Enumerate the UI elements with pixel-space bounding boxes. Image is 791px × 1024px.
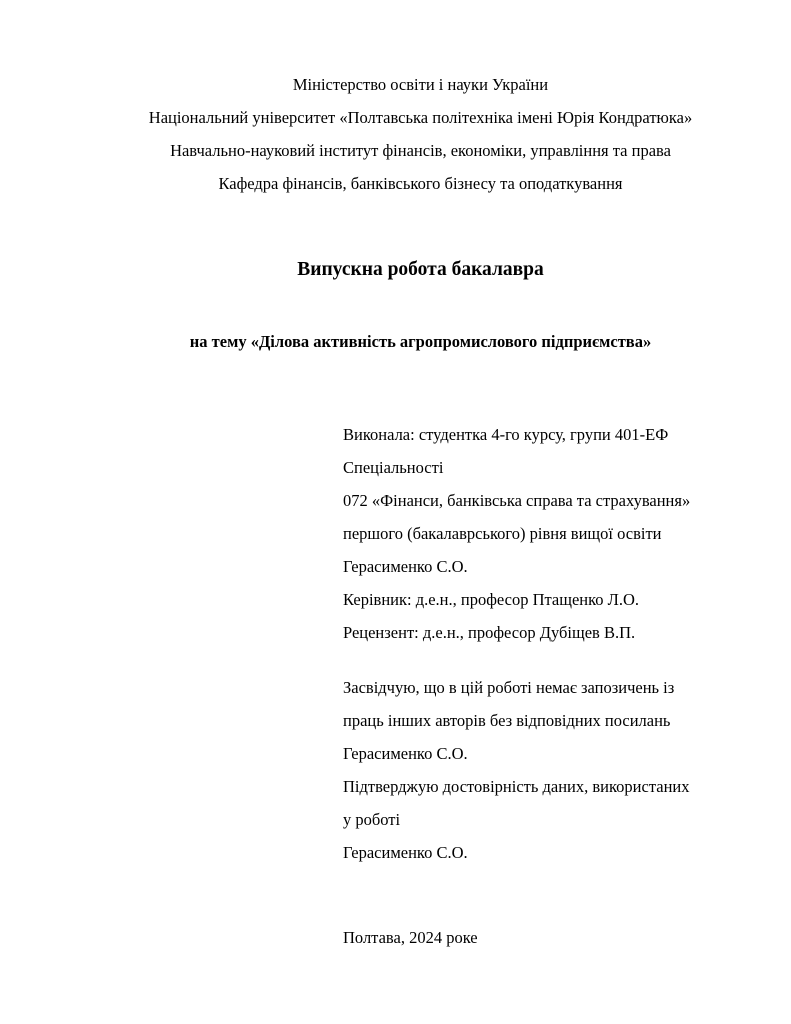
city-year-line: Полтава, 2024 роке — [343, 928, 478, 947]
declaration-signature-1: Герасименко С.О. — [343, 744, 468, 763]
document-subtitle: на тему «Ділова активність агропромислового підприємства» — [189, 332, 652, 351]
declaration-line-2: праць інших авторів без відповідних посилань — [343, 711, 671, 730]
education-level-line: першого (бакалаврського) рівня вищої освіти — [343, 524, 662, 543]
speciality-code-line: 072 «Фінанси, банківська справа та страхування» — [343, 491, 691, 510]
department-line: Кафедра фінансів, банківського бізнесу та оподаткування — [218, 174, 623, 193]
declaration-line-3: Підтверджую достовірність даних, використаних — [343, 777, 690, 796]
institute-line: Навчально-науковий інститут фінансів, економіки, управління та права — [170, 141, 671, 160]
declaration-signature-2: Герасименко С.О. — [343, 843, 468, 862]
author-details-block — [343, 418, 690, 649]
reviewer-line: Рецензент: д.е.н., професор Дубіщев В.П. — [343, 623, 636, 642]
university-header — [50, 68, 791, 200]
document-title: Випускна робота бакалавра — [297, 259, 544, 280]
ministry-line: Міністерство освіти і науки України — [292, 75, 549, 94]
author-line: Виконала: студентка 4-го курсу, групи 401-ЕФ — [343, 425, 669, 444]
speciality-label-line: Спеціальності — [343, 458, 444, 477]
university-line: Національний університет «Полтавська політехніка імені Юрія Кондратюка» — [148, 108, 693, 127]
declaration-line-4: у роботі — [343, 810, 401, 829]
declaration-block — [343, 671, 689, 869]
footer-block — [343, 921, 478, 954]
supervisor-line: Керівник: д.е.н., професор Птащенко Л.О. — [343, 590, 640, 609]
declaration-line-1: Засвідчую, що в цій роботі немає запозичень із — [343, 678, 675, 697]
author-name-line: Герасименко С.О. — [343, 557, 468, 576]
